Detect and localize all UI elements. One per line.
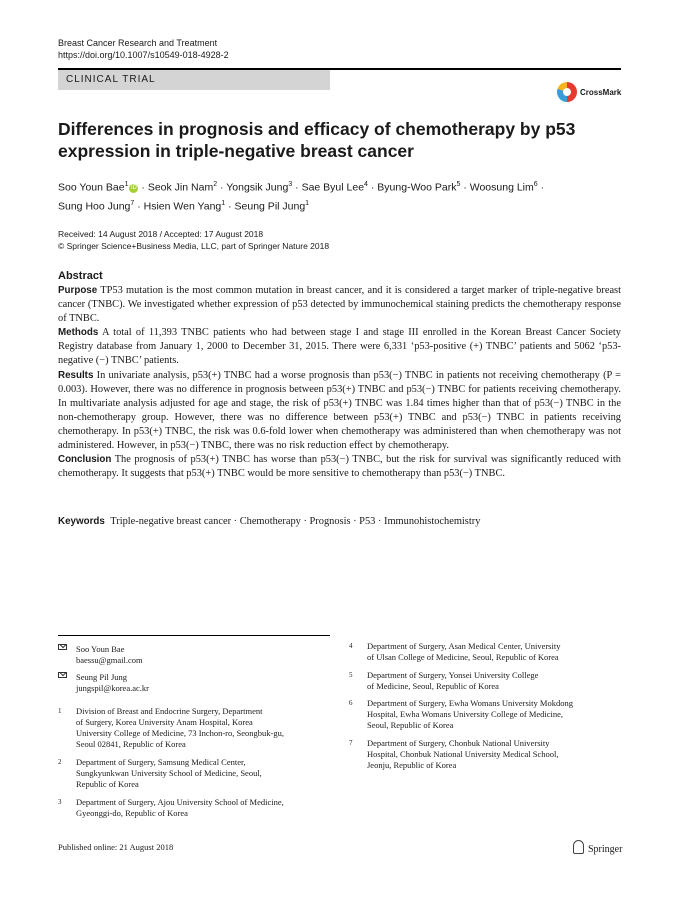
springer-logo — [573, 840, 622, 855]
affiliation-line: Seoul 02841, Republic of Korea — [76, 739, 186, 749]
affiliation-number: 4 — [349, 642, 353, 650]
contact-name: Seung Pil Jung — [76, 672, 128, 682]
contact-author — [58, 644, 338, 668]
author-list — [58, 177, 618, 214]
author-affiliation-mark: 3 — [288, 181, 293, 188]
author-affiliation-mark: 1 — [124, 181, 129, 188]
springer-horse-icon — [573, 840, 584, 854]
journal-name: Breast Cancer Research and Treatment — [58, 38, 218, 48]
affiliation-line: Department of Surgery, Ajou University School of Medicine, — [76, 797, 284, 807]
affiliation-line: of Ulsan College of Medicine, Seoul, Republic of Korea — [367, 652, 559, 662]
affiliation-line: Seoul, Republic of Korea — [367, 720, 454, 730]
results-text: In univariate analysis, p53(+) TNBC had a worse prognosis than p53(−) TNBC in patients not receiving chemotherapy (P = 0.003). However, there was no difference in prognosis between p53(+) TNBC and p53(−) TNBC for patients receiving chemotherapy. In multivariate analysis adjusted for age and stage, the risk of p53(+) TNBC was 1.84 times higher than that of p53(−) TNBC in the non-chemotherapy group. However, there was no difference between p53(+) TNBC and p53(−) TNBC in patients receiving chemotherapy. In p53(+) TNBC, the risk was 0.6-fold lower when chemotherapy was administered than when chemotherapy was not administered. However, in p53(−) TNBC, there was no risk reduction effect by chemotherapy. — [58, 369, 621, 452]
affiliation-line: Gyeonggi-do, Republic of Korea — [76, 808, 188, 818]
author-name[interactable]: Sae Byul Lee — [301, 181, 365, 194]
author-affiliation-mark: 5 — [456, 181, 461, 188]
title-line: Differences in prognosis and efficacy of chemotherapy by p53 — [58, 119, 576, 139]
affiliation-line: Department of Surgery, Samsung Medical Center, — [76, 757, 246, 767]
author-separator: · — [367, 181, 378, 194]
author-separator: · — [225, 200, 235, 212]
affiliation-number: 2 — [58, 758, 62, 766]
affiliation-4 — [349, 641, 621, 665]
affiliation-line: of Surgery, Korea University Anam Hospital, Korea — [76, 717, 253, 727]
author-separator: · — [138, 181, 148, 194]
affiliation-line: Republic of Korea — [76, 779, 139, 789]
author-separator: · — [134, 200, 144, 212]
title-line: expression in triple-negative breast cancer — [58, 141, 414, 161]
affiliation-line: Sungkyunkwan University School of Medicine, Seoul, — [76, 768, 262, 778]
received-accepted: Received: 14 August 2018 / Accepted: 17 August 2018 — [58, 229, 264, 239]
author-affiliation-mark: 7 — [130, 199, 135, 207]
author-name[interactable]: Seok Jin Nam — [147, 181, 214, 194]
affiliation-line: Jeonju, Republic of Korea — [367, 760, 457, 770]
affiliation-line: University College of Medicine, 73 Inchon-ro, Seongbuk-gu, — [76, 728, 284, 738]
affiliation-line: Department of Surgery, Yonsei University College — [367, 670, 539, 680]
crossmark-label: CrossMark — [580, 88, 622, 97]
author-affiliation-mark: 1 — [305, 199, 310, 207]
crossmark-badge[interactable] — [557, 82, 621, 106]
keywords-text: Triple-negative breast cancer · Chemotherapy · Prognosis · P53 · Immunohistochemistry — [110, 516, 481, 527]
affiliation-line: Department of Surgery, Chonbuk National University — [367, 738, 550, 748]
keywords-label: Keywords — [58, 516, 105, 527]
copyright: © Springer Science+Business Media, LLC, part of Springer Nature 2018 — [58, 240, 330, 251]
abstract-results — [58, 369, 621, 454]
affiliation-number: 3 — [58, 798, 62, 806]
article-dates — [58, 229, 329, 252]
contact-author — [58, 672, 338, 696]
author-name[interactable]: Byung-Woo Park — [377, 181, 457, 194]
publisher-name: Springer — [588, 844, 623, 855]
affiliation-5 — [349, 670, 621, 694]
author-name[interactable]: Sung Hoo Jung — [58, 200, 131, 212]
author-name[interactable]: Hsien Wen Yang — [143, 200, 222, 212]
abstract-methods — [58, 326, 621, 368]
affiliation-line: Hospital, Chonbuk National University Medical School, — [367, 749, 559, 759]
contact-email[interactable]: baessu@gmail.com — [76, 655, 143, 665]
journal-header — [58, 37, 229, 61]
author-name[interactable]: Soo Youn Bae — [58, 181, 125, 194]
affiliation-line: of Medicine, Seoul, Republic of Korea — [367, 681, 499, 691]
envelope-icon — [58, 644, 67, 650]
doi-link[interactable]: https://doi.org/10.1007/s10549-018-4928-2 — [58, 50, 229, 60]
envelope-icon — [58, 672, 67, 678]
affiliation-number: 7 — [349, 739, 353, 747]
conclusion-text: The prognosis of p53(+) TNBC has worse than p53(−) TNBC, but the risk for survival was significantly reduced with chemotherapy. It suggests that p53(+) TNBC would be more sensitive to chemotherapy than p53(−) TNBC. — [58, 454, 621, 480]
author-affiliation-mark: 6 — [533, 181, 538, 188]
results-label: Results — [58, 369, 94, 381]
crossmark-icon — [557, 82, 577, 102]
author-name[interactable]: Yongsik Jung — [226, 181, 289, 194]
abstract-body — [58, 284, 621, 481]
affiliation-1 — [58, 706, 338, 752]
contact-email[interactable]: jungspil@korea.ac.kr — [76, 683, 149, 693]
orcid-icon[interactable]: iD — [131, 184, 137, 191]
abstract-heading: Abstract — [58, 270, 103, 282]
affiliation-6 — [349, 698, 621, 733]
affiliation-number: 6 — [349, 699, 353, 707]
conclusion-label: Conclusion — [58, 454, 112, 466]
author-affiliation-mark: 4 — [364, 181, 368, 188]
author-line-1 — [58, 177, 618, 196]
author-separator: · — [217, 181, 227, 194]
footnote-rule — [58, 635, 330, 636]
author-affiliation-mark: 1 — [221, 199, 226, 207]
affiliation-line: Division of Breast and Endocrine Surgery, Department — [76, 706, 263, 716]
affiliation-2 — [58, 757, 338, 792]
affiliation-line: Department of Surgery, Ewha Womans University Mokdong — [367, 698, 573, 708]
affiliation-7 — [349, 738, 621, 773]
author-name[interactable]: Woosung Lim — [469, 181, 534, 194]
published-online: Published online: 21 August 2018 — [58, 842, 174, 852]
affiliation-line: Department of Surgery, Asan Medical Center, University — [367, 641, 561, 651]
article-title — [58, 118, 618, 162]
abstract-purpose — [58, 284, 621, 326]
affiliation-number: 1 — [58, 707, 62, 715]
methods-text: A total of 11,393 TNBC patients who had between stage I and stage III enrolled in the Korean Breast Cancer Society Registry database from January 1, 2000 to December 31, 2015. There were 6,331 ‘p53-positive (+) TNBC’ patients and 5062 ‘p53-negative (−) TNBC’ patients. — [58, 327, 622, 367]
author-line-2 — [58, 196, 618, 215]
affiliation-number: 5 — [349, 671, 353, 679]
keywords — [58, 515, 621, 529]
abstract-conclusion — [58, 453, 621, 481]
author-separator: · — [292, 181, 302, 194]
methods-label: Methods — [58, 327, 99, 339]
affiliation-line: Hospital, Ewha Womans University College of Medicine, — [367, 709, 564, 719]
section-label: CLINICAL TRIAL — [66, 74, 156, 85]
author-separator: · — [460, 181, 470, 194]
contact-name: Soo Youn Bae — [76, 644, 125, 654]
purpose-text: TP53 mutation is the most common mutation in breast cancer, and it is considered a target marker of triple-negative breast cancer (TNBC). We investigated whether expression of p53 detected by immunochemical staining predicts the chemotherapy response of TNBC. — [58, 285, 621, 325]
author-affiliation-mark: 2 — [213, 181, 218, 188]
author-name[interactable]: Seung Pil Jung — [234, 200, 306, 212]
author-separator: · — [537, 181, 545, 194]
purpose-label: Purpose — [58, 285, 98, 296]
section-banner — [58, 70, 330, 90]
affiliation-3 — [58, 797, 338, 821]
